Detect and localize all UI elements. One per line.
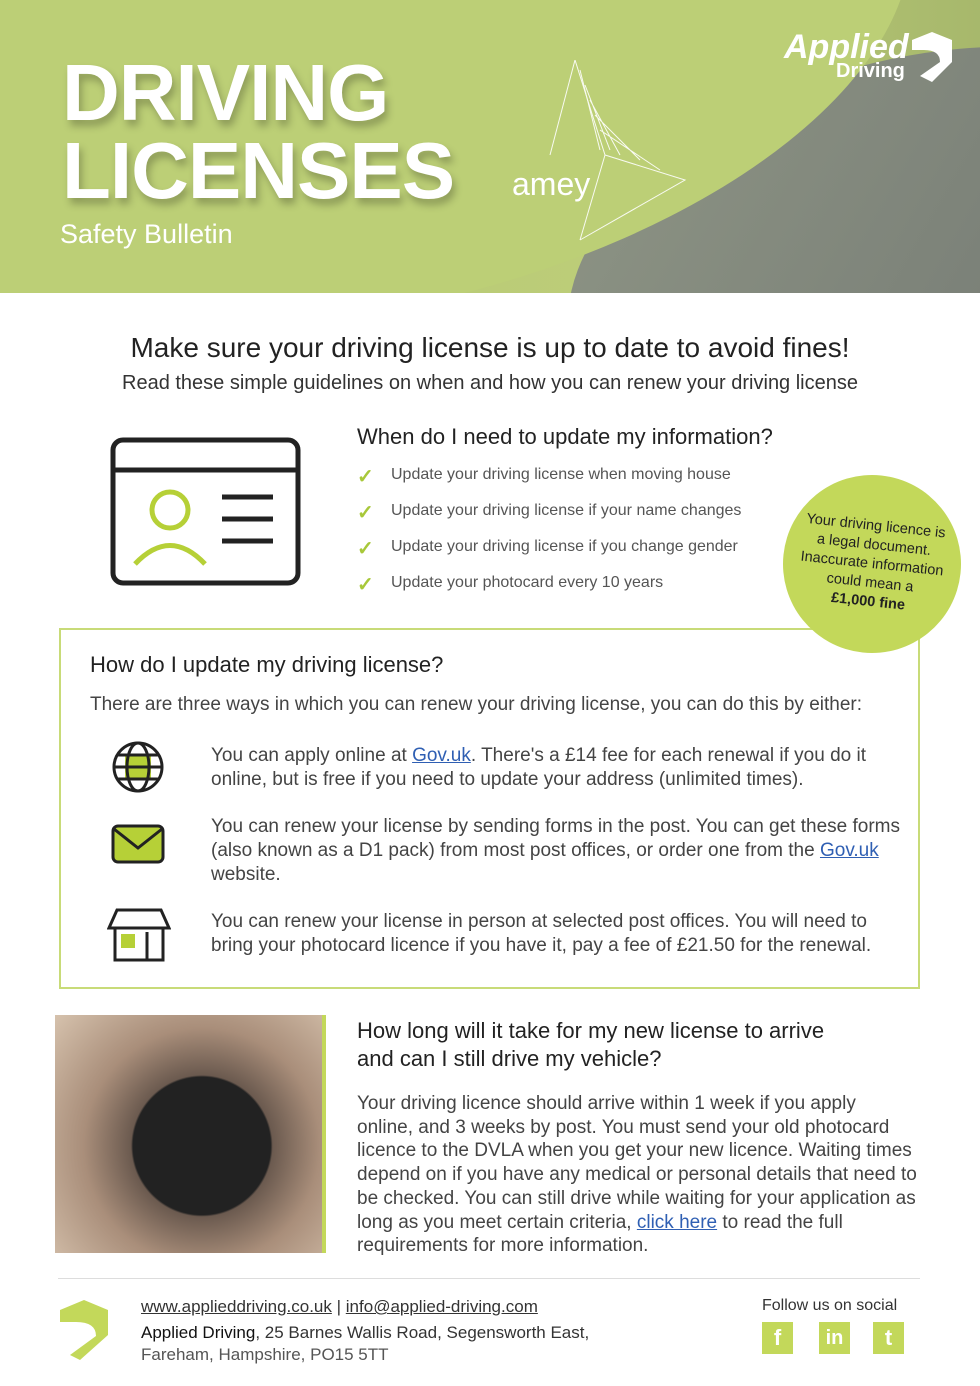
applied-driving-logo: Applied bbox=[784, 28, 909, 66]
checklist-item: ✓ Update your driving license if you change gender bbox=[357, 538, 738, 560]
arrival-title: How long will it take for my new license to arrive and can I still drive my vehicle? bbox=[357, 1018, 825, 1071]
intro-subheadline: Read these simple guidelines on when and how you can renew your driving license bbox=[122, 372, 858, 394]
id-card-icon bbox=[110, 437, 302, 587]
option-in-person: You can renew your license in person at selected post offices. You will need to bring your photocard licence if you have it, pay a fee of £21.50 for the renewal. bbox=[211, 911, 872, 956]
how-to-update-box bbox=[59, 628, 920, 989]
email-link[interactable]: info@applied-driving.com bbox=[345, 1297, 538, 1316]
when-title: When do I need to update my information? bbox=[357, 424, 773, 449]
subtitle: Safety Bulletin bbox=[60, 219, 233, 249]
amey-logo-graphic bbox=[520, 60, 690, 245]
facebook-icon[interactable]: f bbox=[762, 1322, 793, 1354]
shield-logo-icon bbox=[910, 32, 954, 84]
globe-icon bbox=[111, 740, 165, 794]
envelope-icon bbox=[111, 824, 165, 864]
social-label: Follow us on social bbox=[762, 1297, 898, 1314]
applied-driving-shield-icon bbox=[58, 1300, 110, 1362]
post-office-shop-icon bbox=[107, 908, 171, 962]
footer-contacts: www.applieddriving.co.uk | info@applied-driving.com bbox=[141, 1297, 538, 1316]
fine-callout: Your driving licence is a legal document. Inaccurate information could mean a £1,000 fine bbox=[774, 466, 970, 662]
amey-logo: amey bbox=[512, 166, 591, 202]
click-here-link[interactable]: click here bbox=[636, 1211, 718, 1233]
check-icon: ✓ bbox=[357, 538, 374, 560]
option-online: You can apply online at Gov.uk. There's a £14 fee for each renewal if you do it online, but is free if you need to update your address (unlimited times). bbox=[211, 745, 866, 790]
footer-address: Applied Driving, 25 Barnes Wallis Road, Segensworth East, Fareham, Hampshire, PO15 5TT bbox=[141, 1323, 590, 1364]
twitter-icon[interactable]: t bbox=[873, 1322, 904, 1354]
footer-divider bbox=[58, 1278, 920, 1279]
gov-uk-link[interactable]: Gov.uk bbox=[819, 840, 879, 861]
how-lead: There are three ways in which you can renew your driving license, you can do this by either: bbox=[90, 694, 863, 715]
arrival-body: Your driving licence should arrive within 1 week if you apply online, and 3 weeks by post. You must send your old photocard licence to the DVLA when you get your new licence. Waiting times depend on if you have any medical or personal details that need to be checked. You can still drive while waiting for your application as long as you meet certain criteria, click here to read the full requirements for more information. bbox=[357, 1093, 917, 1257]
check-icon: ✓ bbox=[357, 574, 374, 596]
intro-headline: Make sure your driving license is up to date to avoid fines! bbox=[130, 332, 850, 363]
checklist-item: ✓ Update your driving license if your name changes bbox=[357, 502, 742, 524]
page-title: DRIVING LICENSES bbox=[62, 48, 455, 215]
applied-driving-logo-sub: Driving bbox=[836, 60, 905, 82]
check-icon: ✓ bbox=[357, 466, 374, 488]
option-post: You can renew your license by sending forms in the post. You can get these forms (also known as a D1 pack) from most post offices, or order one from the Gov.uk website. bbox=[211, 816, 900, 885]
how-title: How do I update my driving license? bbox=[90, 652, 444, 677]
checklist-item: ✓ Update your driving license when moving house bbox=[357, 466, 731, 488]
checklist-item: ✓ Update your photocard every 10 years bbox=[357, 574, 664, 596]
gov-uk-link[interactable]: Gov.uk bbox=[412, 745, 471, 766]
check-icon: ✓ bbox=[357, 502, 374, 524]
driver-steering-wheel-photo bbox=[55, 1015, 326, 1253]
linkedin-icon[interactable]: in bbox=[819, 1322, 850, 1354]
website-link[interactable]: www.applieddriving.co.uk bbox=[141, 1297, 332, 1316]
